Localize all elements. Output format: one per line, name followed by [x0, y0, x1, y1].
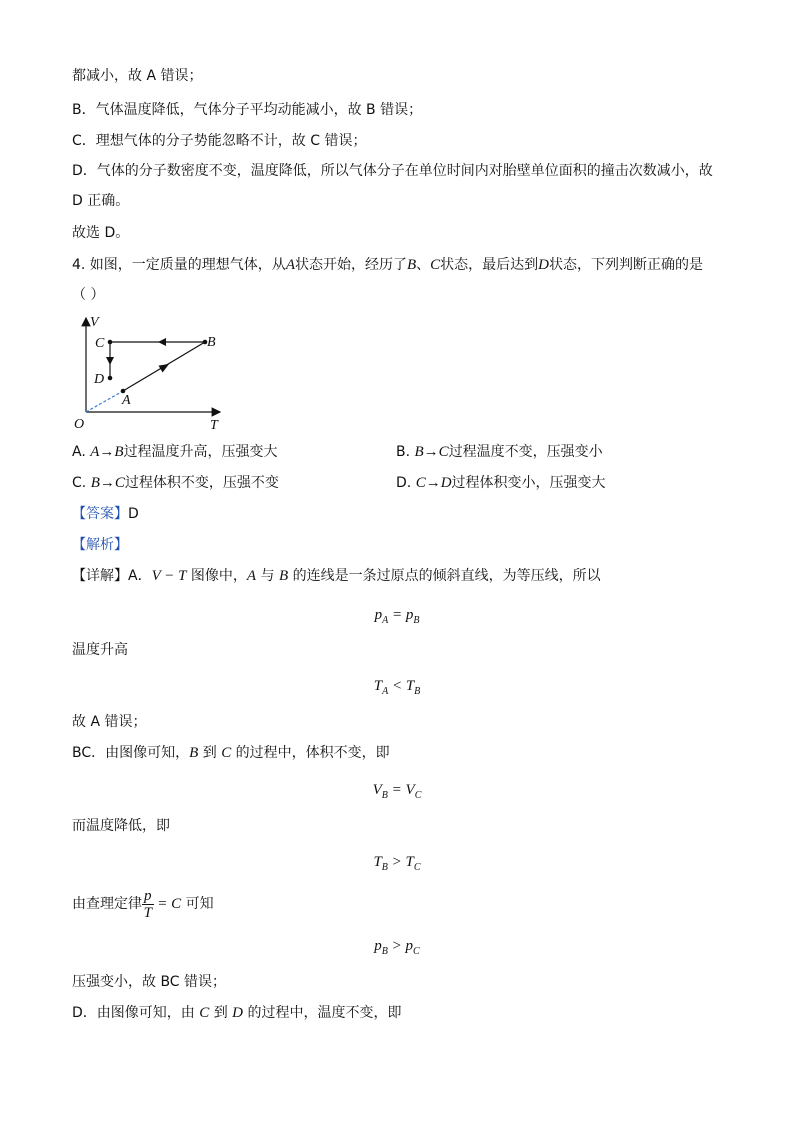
option-b[interactable]: B. B→C过程温度不变，压强变小 — [396, 444, 603, 460]
label-d: D — [94, 372, 105, 387]
axis-label-v: V — [90, 315, 99, 330]
equation-2: $T_A < T_B$ — [373, 678, 421, 697]
answer-value: D — [128, 506, 139, 522]
label-a: A — [122, 393, 131, 408]
analysis-line — [72, 535, 128, 555]
label-c: C — [95, 336, 105, 351]
equation-4: $T_B > T_C$ — [373, 854, 421, 873]
text-line-1: 都减小，故 A 错误； — [72, 68, 203, 84]
detail-t4: 而温度降低，即 — [72, 818, 170, 834]
vt-diagram — [72, 308, 262, 434]
detail-t2: 故 A 错误； — [72, 714, 147, 730]
question-stem: 4. 如图，一定质量的理想气体，从A状态开始，经历了B、C状态，最后达到D状态，下列判断正确的是 — [72, 257, 704, 273]
option-a[interactable]: A. A→B过程温度升高，压强变大 — [72, 444, 278, 460]
origin-label: O — [74, 417, 85, 432]
point-d — [108, 376, 113, 381]
question-paren: （ ） — [72, 287, 105, 303]
detail-t1: 温度升高 — [72, 642, 128, 658]
text-line-2: B．气体温度降低，气体分子平均动能减小，故 B 错误； — [72, 102, 423, 118]
arrow-cd — [106, 357, 114, 365]
equation-3: $V_B = V_C$ — [372, 782, 422, 801]
text-line-5: D 正确。 — [72, 193, 130, 209]
detail-t3: BC．由图像可知，B 到 C 的过程中，体积不变，即 — [72, 745, 390, 761]
analysis-tag: 【解析】 — [72, 537, 128, 553]
label-b: B — [207, 335, 216, 350]
fraction-p-over-t: $\frac{p}{T}$ — [143, 887, 152, 921]
text-line-6: 故选 D。 — [72, 225, 130, 241]
dashed-extension — [86, 391, 123, 412]
detail-p1: 【详解】A．V − T 图像中，A 与 B 的连线是一条过原点的倾斜直线，为等压线，所以 — [72, 568, 601, 584]
arrow-bc — [158, 338, 166, 346]
axis-label-t: T — [210, 418, 218, 433]
text-line-4: D．气体的分子数密度不变，温度降低，所以气体分子在单位时间内对胎壁单位面积的撞击次数减小，故 — [72, 163, 713, 179]
answer-tag: 【答案】 — [72, 506, 128, 522]
equation-5: $p_B > p_C$ — [374, 938, 420, 957]
answer-line — [72, 504, 139, 524]
arrow-ab — [159, 360, 172, 372]
option-d[interactable]: D. C→D过程体积变小，压强变大 — [396, 475, 606, 491]
text-line-3: C．理想气体的分子势能忽略不计，故 C 错误； — [72, 133, 367, 149]
detail-t5: 由查理定律 $\frac{p}{T}$ = C 可知 — [72, 887, 214, 921]
detail-t7: D．由图像可知，由 C 到 D 的过程中，温度不变，即 — [72, 1005, 402, 1021]
point-c — [108, 340, 113, 345]
equation-1: $p_A = p_B$ — [374, 607, 420, 626]
detail-t6: 压强变小，故 BC 错误； — [72, 974, 227, 990]
option-c[interactable]: C. B→C过程体积不变，压强不变 — [72, 475, 279, 491]
